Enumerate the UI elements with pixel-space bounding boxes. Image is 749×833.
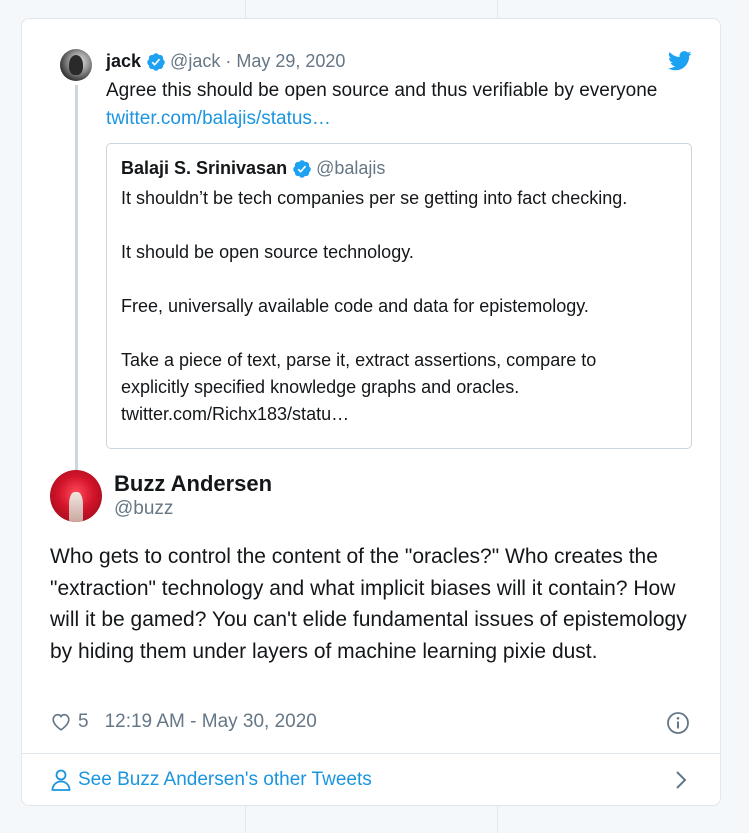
- quoted-link: twitter.com/Richx183/statu…: [121, 404, 350, 424]
- quoted-paragraph: [121, 347, 677, 428]
- quoted-handle: @balajis: [316, 158, 386, 178]
- parent-handle[interactable]: @jack: [170, 51, 221, 71]
- see-other-tweets-label[interactable]: See Buzz Andersen's other Tweets: [78, 769, 372, 790]
- parent-date[interactable]: May 29, 2020: [236, 51, 346, 71]
- quoted-line: Take a piece of text, parse it, extract assertions, compare to: [121, 350, 597, 370]
- chevron-right-icon[interactable]: [674, 769, 688, 791]
- see-other-tweets-link[interactable]: [50, 768, 372, 792]
- verified-badge-icon: [292, 159, 312, 179]
- main-author-name[interactable]: Buzz Andersen: [114, 471, 273, 496]
- parent-tweet-body: Agree this should be open source and thus verifiable by everyone: [106, 80, 658, 101]
- like-count[interactable]: 5: [78, 711, 89, 732]
- info-icon[interactable]: [666, 711, 690, 735]
- parent-author-name[interactable]: jack: [106, 51, 142, 71]
- footer-divider: [22, 753, 720, 754]
- quoted-line: explicitly specified knowledge graphs and oracles.: [121, 377, 520, 397]
- user-icon: [50, 768, 72, 792]
- thread-connector-line: [75, 85, 78, 475]
- quoted-paragraph: It should be open source technology.: [121, 242, 414, 262]
- avatar-jack[interactable]: [60, 49, 92, 81]
- verified-badge-icon: [146, 52, 166, 72]
- twitter-bird-icon[interactable]: [668, 50, 692, 72]
- tweet-timestamp[interactable]: 12:19 AM - May 30, 2020: [104, 711, 317, 732]
- quoted-author-name: Balaji S. Srinivasan: [121, 158, 288, 178]
- main-author-handle[interactable]: @buzz: [114, 498, 174, 519]
- heart-icon[interactable]: [50, 711, 72, 733]
- parent-tweet-header: [106, 51, 345, 72]
- quoted-tweet[interactable]: [106, 143, 692, 449]
- avatar-buzz[interactable]: [50, 470, 102, 522]
- quoted-tweet-body: [121, 185, 677, 428]
- tweet-embed-card: [21, 18, 721, 806]
- quoted-paragraph: It shouldn’t be tech companies per se getting into fact checking.: [121, 188, 628, 208]
- parent-tweet-link[interactable]: twitter.com/balajis/status…: [106, 108, 331, 129]
- tweet-meta: [50, 711, 317, 733]
- quoted-paragraph: Free, universally available code and data for epistemology.: [121, 296, 589, 316]
- parent-tweet-text: [106, 77, 657, 133]
- meta-separator: ·: [225, 51, 232, 71]
- quoted-tweet-header: [121, 158, 677, 179]
- main-tweet-text: Who gets to control the content of the "oracles?" Who creates the "extraction" technology and what implicit biases will it contain? How will it be gamed? You can't elide fundamental issues of epistemology by hiding them under layers of machine learning pixie dust.: [50, 545, 687, 663]
